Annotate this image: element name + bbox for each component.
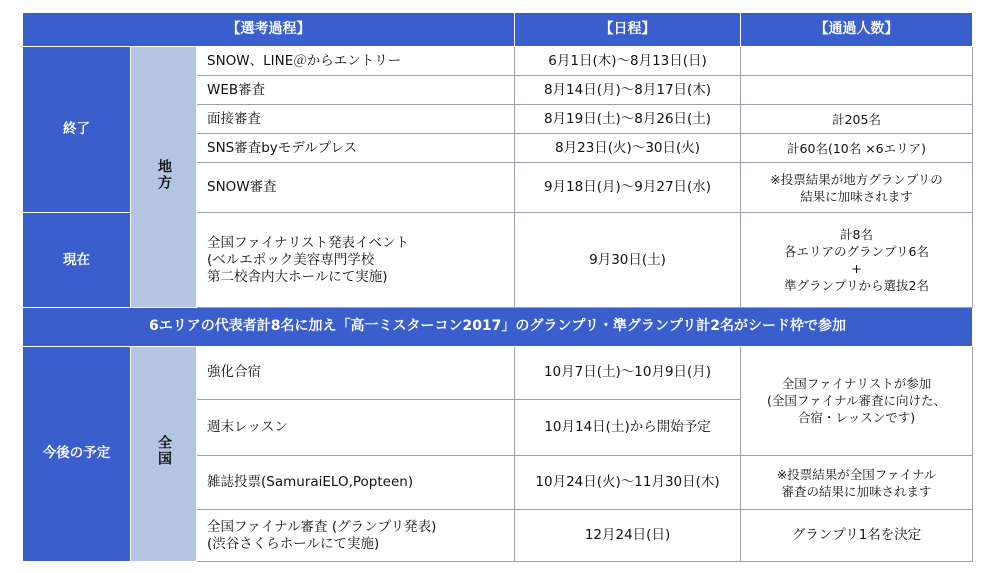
header-schedule: 【日程】: [515, 13, 741, 47]
date-sns: 8月23日(火)〜30日(火): [515, 134, 741, 163]
passers-snow-line: 結果に加味されます: [800, 188, 913, 204]
passers-finalist-line: 準グランプリから選抜2名: [784, 278, 930, 294]
passers-finalist-line: +: [851, 261, 862, 277]
date-finalist-event: 9月30日(土): [515, 212, 741, 307]
passers-magazine-vote: [741, 456, 973, 510]
step-snow: SNOW審査: [197, 163, 515, 213]
selection-schedule-table: [22, 12, 973, 562]
step-interview: 面接審査: [197, 105, 515, 134]
date-magazine-vote: 10月24日(火)〜11月30日(木): [515, 456, 741, 510]
passers-sns: 計60名(10名 ×6エリア): [741, 134, 973, 163]
step-sns: SNS審査byモデルプレス: [197, 134, 515, 163]
stage-finished: 終了: [23, 47, 131, 213]
step-finalist-line: 全国ファイナリスト発表イベント: [207, 234, 409, 251]
passers-finalist-event: [741, 212, 973, 307]
passers-snow: [741, 163, 973, 213]
step-lesson: 週末レッスン: [197, 400, 515, 456]
passers-entry: [741, 47, 973, 76]
date-camp: 10月7日(土)〜10月9日(月): [515, 346, 741, 400]
seed-banner: 6エリアの代表者計8名に加え「高一ミスターコン2017」のグランプリ・準グランプリ計2名がシード枠で参加: [23, 308, 973, 346]
table-row: [23, 346, 973, 400]
passers-camp-line: 合宿・レッスンです): [797, 410, 916, 426]
area-national: [131, 346, 197, 562]
step-final-line: (渋谷さくらホールにて実施): [207, 535, 380, 552]
date-lesson: 10月14日(土)から開始予定: [515, 400, 741, 456]
header-row: [23, 13, 973, 47]
stage-future: 今後の予定: [23, 346, 131, 562]
stage-current: 現在: [23, 212, 131, 307]
passers-interview: 計205名: [741, 105, 973, 134]
area-regional: [131, 47, 197, 308]
passers-finalist-line: 計8名: [840, 227, 873, 243]
step-final-judging: [197, 510, 515, 562]
passers-web: [741, 76, 973, 105]
passers-finalist-line: 各エリアのグランプリ6名: [784, 244, 930, 260]
selection-schedule-table-container: [22, 12, 972, 562]
date-interview: 8月19日(土)〜8月26日(土): [515, 105, 741, 134]
area-regional-label: 地方: [156, 158, 172, 191]
passers-camp-line: (全国ファイナル審査に向けた、: [767, 393, 947, 409]
area-national-label: 全国: [156, 435, 172, 468]
passers-camp-lesson: [741, 346, 973, 456]
step-entry: SNOW、LINE＠からエントリー: [197, 47, 515, 76]
header-process: 【選考過程】: [23, 13, 515, 47]
step-finalist-line: 第二校舎内大ホールにて実施): [207, 268, 388, 285]
banner-row: [23, 308, 973, 346]
passers-magazine-line: ※投票結果が全国ファイナル: [776, 466, 937, 482]
header-passers: 【通過人数】: [741, 13, 973, 47]
step-finalist-line: (ベルエポック美容専門学校: [207, 251, 375, 268]
date-final-judging: 12月24日(日): [515, 510, 741, 562]
step-magazine-vote: 雑誌投票(SamuraiELO,Popteen): [197, 456, 515, 510]
step-finalist-event: [197, 212, 515, 307]
passers-snow-line: ※投票結果が地方グランプリの: [770, 171, 943, 187]
date-snow: 9月18日(月)〜9月27日(水): [515, 163, 741, 213]
date-web: 8月14日(月)〜8月17日(木): [515, 76, 741, 105]
passers-camp-line: 全国ファイナリストが参加: [781, 376, 932, 392]
table-row: [23, 47, 973, 76]
step-camp: 強化合宿: [197, 346, 515, 400]
step-final-line: 全国ファイナル審査 (グランプリ発表): [207, 518, 437, 535]
passers-final-judging: グランプリ1名を決定: [741, 510, 973, 562]
step-web: WEB審査: [197, 76, 515, 105]
passers-magazine-line: 審査の結果に加味されます: [781, 483, 932, 499]
date-entry: 6月1日(木)〜8月13日(日): [515, 47, 741, 76]
